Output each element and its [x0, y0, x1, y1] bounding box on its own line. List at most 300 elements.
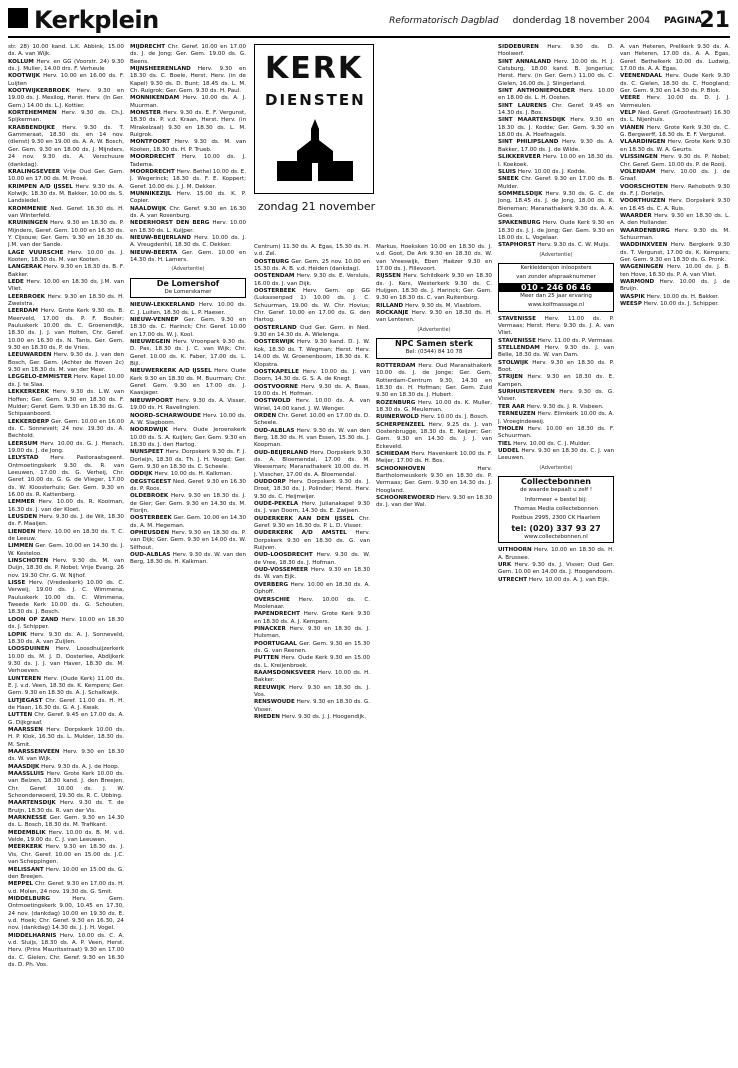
- place-name: MAASSLUIS: [8, 771, 45, 778]
- service-entry: LISSE Herv. (Vredeskerk) 10.00 ds. C. Verweij, 19.00 ds. J. C. Wimmena, Pauluskerk 10.00 ds. C. Wimmena, Tweede Kerk 10.00 ds. G. Schouten, 18.30 ds. J. Bosch.: [8, 580, 124, 616]
- place-name: LEUSDEN: [8, 514, 38, 520]
- place-name: STAVENISSE: [498, 315, 536, 322]
- place-name: MAASDIJK: [8, 763, 40, 770]
- service-entry: LOPIK Herv. 9.30 ds. A. J. Sonneveld, 18.30 ds. A. van Zuijlen.: [8, 631, 124, 645]
- service-entry: NOORDWIJK Herv. Oude Jeroenskerk 10.00 ds. S. A. Kuijlen; Ger. Gem. 9.30 en 18.30 ds. J. den Hartog.: [130, 427, 246, 448]
- place-name: LUNTEREN: [8, 675, 42, 682]
- service-entry: TIEL Herv. 10.00 ds. C. J. Mulder.: [498, 440, 591, 447]
- service-entry: MOORDRECHT Herv. Bethel 10.00 ds. E. J. Wegerinck; 18.30 ds. F. E. Koppert; Geref. 10.00 ds. J. J. M. Dekker.: [130, 168, 246, 190]
- issue-date: donderdag 18 november 2004: [512, 16, 651, 26]
- service-entry: LOOSDUINEN Herv. Loosdhuijzerkerk 10.00 ds. M. J. D. Oosterlee, Abdijkerk 9.30 ds. J. J. van Haver, 18.30 ds. M. Verhoeven.: [8, 646, 124, 675]
- service-entry: NAALDWIJK Chr. Geref. 9.30 en 16.30 ds. A. van Rosenburg.: [130, 205, 246, 219]
- service-entry: NIEUWEGEIN Herv. Vroonpark 9.30 ds. D. Pas, 18.30 ds. J. C. van Wijk; Chr. Geref. 10.00 ds. K. Faber, 17.00 ds. L. Bijl.: [130, 339, 246, 368]
- service-entry: WAARDENBURG Herv. 9.30 ds. M. Schuurman.: [620, 227, 730, 241]
- service-entry: SIDDEBUREN Herv. 9.30 ds. D. Hoolwerf.: [498, 44, 614, 58]
- service-entry: SCHOONHOVEN Herv. Bartholomeuskerk 9.30 en 18.30 ds. P. Vermaas; Ger. Gem. 9.30 en 14.30 ds. J. Hoogland.: [376, 465, 492, 494]
- service-entry: NUNSPEET Herv. Dorpskerk 9.30 ds. F. J. Dorleijn, 18.30 ds. Th. J. H. Voogd; Ger. Gem. 9.30 en 18.30 ds. C. Scheele.: [130, 449, 246, 470]
- place-name: MONNIKENDAM: [130, 95, 180, 102]
- service-entry: NIEUW-BEERTA Ger. Gem. 10.00 en 14.30 ds. H. Lamers.: [130, 249, 246, 263]
- ad-title: Collectebonnen: [520, 476, 591, 486]
- place-name: STELLENDAM: [498, 345, 540, 352]
- service-entry: MEPPEL Chr. Geref. 9.30 en 17.00 ds. H. v.d. Molen, 24 nov. 19.30 ds. G. Smit.: [8, 881, 124, 895]
- kerkdiensten-banner: [254, 44, 492, 240]
- place-name: MARKNESSE: [8, 815, 47, 822]
- service-date: zondag 21 november: [258, 200, 376, 213]
- service-entry: OPHEUSDEN Herv. 9.30 en 18.30 ds. P. van Dijk; Ger. Gem. 9.30 en 14.00 ds. W. Silfhout.: [130, 530, 246, 551]
- place-name: MIDDELHARNIS: [8, 932, 57, 939]
- ad-right: [498, 263, 614, 312]
- place-name: ODDIJK: [130, 471, 153, 478]
- service-entry: MIDDELHARNIS Herv. 10.00 ds. C. A. v.d. Sluijs, 18.30 ds. A. P. Veen, Herst. Herv. (Prins Mauritsstraat) 9.30 en 17.00 ds. C. Gielen, Chr. Geref. 9.30 en 16.30 ds. D. Ph. Vos.: [8, 932, 124, 968]
- service-entry: LUTTEN Chr. Geref. 9.45 en 17.00 ds. A. G. Dijkgraaf.: [8, 712, 124, 726]
- advertisement-label: (Advertentie): [539, 464, 573, 471]
- place-name: KRIMPEN A/D IJSSEL: [8, 183, 73, 190]
- logo-line-2: DIENSTEN: [265, 91, 366, 109]
- place-name: SCHOONHOVEN: [376, 465, 426, 472]
- service-entry: VLAARDINGEN Herv. Grote Kerk 9.30 en 18.30 ds. W. A. Geurts.: [620, 139, 730, 153]
- place-name: TIEL: [498, 440, 512, 447]
- place-name: STAPHORST: [498, 242, 536, 249]
- place-name: UTRECHT: [498, 576, 528, 583]
- service-entry: LEMMER Herv. 10.00 ds. R. Kooiman, 16.30 ds. J. van der Kloet.: [8, 499, 124, 513]
- service-entry: KOOTWIJKERBROEK Herv. 9.30 en 19.00 ds. J. Mesilog, Herst. Herv. (In Ger. Gem.) 14.00 ds. L.J. Kottier.: [8, 88, 124, 109]
- place-name: NEDERHORST DEN BERG: [130, 220, 210, 227]
- place-name: VOORSCHOTEN: [620, 183, 668, 190]
- place-name: PAPENDRECHT: [254, 611, 300, 618]
- service-entry: LEGGELO-EMMISTER Herv. Kapel 10.00 ds. J. te Slaa.: [8, 374, 124, 388]
- place-name: SINT MAARTENSDIJK: [498, 117, 566, 124]
- place-name: NIEUW-BEERTA: [130, 249, 178, 256]
- service-entry: OOSTENDAM Herv. 9.30 ds. E. Versluis, 16.00 ds. J. van Dijk.: [254, 273, 370, 287]
- service-entry: URK Herv. 9.30 ds. J. Visser; Oud Ger. Gem. 10.00 en 14.00 ds. J. Hoogendoorn.: [498, 562, 614, 576]
- service-entry: WAARDER Herv. 9.30 en 18.30 ds. L. A. den Hollander.: [620, 212, 730, 227]
- service-entry: THOLEN Herv. 10.00 en 18.30 ds. F. Schuurman.: [498, 425, 614, 440]
- column-2: [130, 44, 246, 1064]
- place-name: NOORDWIJK: [130, 427, 168, 434]
- service-entry: VOORSCHOTEN Herv. Rehoboth 9.30 ds. F. J. Dorleijn.: [620, 183, 730, 197]
- service-entry: str. 28) 10.00 kand. L.K. Abbink, 15.00 ds. A. van Wijk.: [8, 44, 124, 58]
- service-entry: OUD-LOOSDRECHT Herv. 9.30 ds. W. de Vree, 18.30 ds. J. Hofman.: [254, 552, 370, 566]
- place-name: RILLAND: [376, 302, 404, 309]
- place-name: OOSTKAPELLE: [254, 368, 299, 375]
- kerkdiensten-logo: [254, 44, 374, 194]
- service-entry: KRABBENDIJKE Herv. 9.30 ds. T. Gammeraat, 18.30 ds. en 14 nov. (dienst) 9.30 en 19.00 ds. A. A. W. Bosch, Ger. Gem. 9.30 en 18.00 ds. J. Mijnders, 24 nov. 9.30 ds. A. Verschuure (dankdag).: [8, 124, 124, 168]
- service-entry: WARMOND Herv. 10.00 ds. J. de Bruijn.: [620, 279, 730, 293]
- service-entry: OUDERKERK A/D AMSTEL Herv. Dorpskerk 9.30 en 18.30 ds. G. van Ruijven.: [254, 530, 370, 552]
- service-entry: LELYSTAD Herv. Pastoraatsgeent. Ontmoetingskerk 9.30 ds. R. van Leeuwen, 17.00 ds. G. Verheij, Chr. Geref. 10.00 ds. G. G. de Vlieger, 17.00 ds. W. Kloosterhuis; Ger. Gem. 9.30 en 16.00 ds. R. Kattenberg.: [8, 455, 124, 498]
- section-logo-icon: [8, 8, 28, 28]
- service-entry: MARKNESSE Ger. Gem. 9.30 en 14.30 ds. L. Bosch, 18.30 ds. M. Trafikant.: [8, 815, 124, 829]
- service-entry: MAARSSEN Herv. Dorpskerk 10.00 ds. H. P. Klok, 16.30 ds. L. Mulder, 18.30 ds. M. Smit.: [8, 726, 124, 748]
- place-name: SOMMELSDIJK: [498, 190, 543, 197]
- place-name: OOSTBURG: [254, 258, 290, 265]
- place-name: MEPPEL: [8, 881, 33, 888]
- place-name: WAARDER: [620, 212, 652, 219]
- place-name: KORTEHEMMEN: [8, 110, 57, 117]
- place-name: MONTFOORT: [130, 139, 171, 146]
- place-name: WEESP: [620, 301, 642, 308]
- service-entry: LEERSUM Herv. 10.00 ds. G. J. Hensch, 19.00 ds. J. de Jong.: [8, 440, 124, 454]
- service-entry: MIJNSHEERENLAND Herv. 9.30 en 18.30 ds. C. Boele, Herst. Herv. (in de Kapel) 9.30 ds. D. Bunt; 18.45 ds. L. M. Ch. Ruigrok; Ger. Gem. 9.30 ds. H. Paul.: [130, 66, 246, 95]
- place-name: NIEUW-VENNEP: [130, 317, 179, 324]
- service-entry: VLISSINGEN Herv. 9.30 ds. P. Nobel; Chr. Geref. Gem. 10.00 ds. P. de Rooij.: [620, 154, 730, 168]
- place-name: RAAMSDONKSVEER: [254, 669, 316, 676]
- place-name: MAARSSENVEEN: [8, 749, 60, 755]
- service-entry: NIEUWPOORT Herv. 9.30 ds. A. Visser, 19.00 ds. H. Ravelingien.: [130, 397, 246, 412]
- service-entry: SURHUISTERVEEN Herv. 9.30 ds. G. Visser.: [498, 389, 614, 403]
- place-name: NIEUW-BEIJERLAND: [130, 234, 191, 241]
- service-entry: LEERBROEK Herv. 9.30 en 18.30 ds. H. Zweistra.: [8, 293, 124, 308]
- advertisement-label: (Advertentie): [539, 251, 573, 258]
- service-entry: SINT PHILIPSLAND Herv. 9.30 ds. A. Bakker, 17.00 ds. J. de Wilde.: [498, 139, 614, 153]
- service-entry: STRIJEN Herv. 9.30 en 18.30 ds. E. Kampen.: [498, 374, 614, 388]
- place-name: KOLLUM: [8, 58, 34, 65]
- service-entry: LOON OP ZAND Herv. 10.00 en 18.30 ds. J. Schipper.: [8, 616, 124, 631]
- service-entry: POORTUGAAL Ger. Gem. 9.30 en 15.30 ds. G. van Reenen.: [254, 640, 370, 654]
- service-entry: VIANEN Herv. Grote Kerk 9.30 ds. C. G. Bergwerff, 18.30 ds. E. F. Vergunst.: [620, 124, 730, 139]
- header-meta: [389, 16, 702, 26]
- place-name: VOORTHUIZEN: [620, 198, 666, 205]
- service-entry: SINT ANNALAND Herv. 10.00 ds. H. J. Catsburg, 18.00 kand. B. Jongerius; Herst. Herv. (in Ger. Gem.) 11.00 ds. C. Gielen, 16.00 ds. J. Slingerland.: [498, 58, 614, 87]
- place-name: KROMMENIE: [8, 205, 47, 212]
- service-entry: OOSTERBEEK Ger. Gem. 10.00 en 14.30 ds. A. M. Hegeman.: [130, 515, 246, 529]
- place-name: OUDE-PEKELA: [254, 501, 299, 508]
- service-entry: OOSTBURG Ger. Gem. 25 nov. 10.00 en 15.30 ds. A. B. v.d. Heiden (dankdag).: [254, 258, 370, 273]
- place-name: OVERSCHIE: [254, 596, 290, 603]
- place-name: PUTTEN: [254, 655, 279, 662]
- service-entry: OUD-ALBLAS Herv. 9.30 ds. W. van den Berg, 18.30 ds. H. Kalkman.: [130, 552, 246, 566]
- service-entry: A. van Heteren, Prelikerk 9.30 ds. A. van Heteren, 17.00 ds. A. A. Egas, Geref. Bethelkerk 10.00 ds. Ludwig, 17.00 ds. A. A. Egas.: [620, 44, 730, 73]
- place-name: PINACKER: [254, 625, 286, 632]
- service-entry: Centrum) 11.30 ds. A. Egas, 15.30 ds. H. v.d. Zel.: [254, 244, 370, 258]
- place-name: UITHOORN: [498, 547, 532, 554]
- service-entry: SCHOONREWOERD Herv. 9.30 en 18.30 ds. J. van der Wal.: [376, 495, 492, 509]
- ad-tel: Bel: (0344) 84 10 78: [405, 349, 463, 356]
- place-name: TER AAR: [498, 403, 525, 410]
- ad-line2: van zonder afspraaknummer: [516, 274, 596, 281]
- service-entry: OVERSCHIE Herv. 10.00 ds. C. Moolenaar.: [254, 596, 370, 610]
- service-entry: ROTTERDAM Herv. Oud Maranathakerk 10.00 ds. J. de Jonge; Ger. Gem. Rotterdam-Centrum 9.30, 14.30 en 18.30 ds. H. Hofman; Ger. Gem. Zuid 9.30 en 18.30 ds. J. Hubert.: [376, 362, 492, 399]
- place-name: SINT PHILIPSLAND: [498, 139, 559, 146]
- place-name: NIEUWPOORT: [130, 397, 173, 404]
- service-entry: OOSTERBEEK Herv. Gem. op GG (Lukassenpad 1) 10.00 ds. J. C. Schuurman, 19.00 ds. W. Chr. Hovius; Chr. Geref. 10.00 en 17.00 ds. G. den Hartog.: [254, 288, 370, 324]
- place-name: SCHERPENZEEL: [376, 421, 425, 428]
- place-name: LAGE VUURSCHE: [8, 249, 64, 256]
- place-name: LEEUWARDEN: [8, 352, 52, 359]
- place-name: VIANEN: [620, 124, 644, 131]
- service-entry: ORDEN Chr. Geref. 10.00 en 17.00 ds. D. Scheele.: [254, 412, 370, 427]
- place-name: MIDDELBURG: [8, 895, 51, 902]
- service-entry: SINT LAURENS Chr. Geref. 9.45 en 14.30 ds. J. Bos.: [498, 102, 614, 117]
- paper-name: Reformatorisch Dagblad: [389, 16, 499, 26]
- place-name: RHEDEN: [254, 714, 280, 720]
- place-name: OUDERKERK AAN DEN IJSSEL: [254, 515, 355, 522]
- place-name: NIEUWEGEIN: [130, 339, 171, 346]
- service-entry: LANGERAK Herv. 9.30 en 18.30 ds. B. F. Bakker.: [8, 264, 124, 278]
- place-name: KOOTWIJKERBROEK: [8, 88, 70, 95]
- ad-collectebonnen: [498, 476, 614, 543]
- service-entry: LEUSDEN Herv. 9.30 ds. J. de Wit, 18.30 ds. F. Maaijen.: [8, 514, 124, 528]
- place-name: SCHIEDAM: [376, 450, 410, 457]
- ad-url: www.kolfmassage.nl: [527, 302, 585, 309]
- place-name: OOSTERLAND: [254, 324, 297, 331]
- service-entry: KOOTWIJK Herv. 10.00 en 16.00 ds. F. Luijten: [8, 73, 124, 87]
- place-name: VLISSINGEN: [620, 154, 658, 161]
- place-name: MEDEMBLIK: [8, 829, 46, 836]
- place-name: STRIJEN: [498, 374, 523, 381]
- service-entry: VOORTHUIZEN Herv. Dorpskerk 9.30 en 18.45 ds. C. A. Ruis.: [620, 198, 730, 212]
- place-name: ROTTERDAM: [376, 362, 416, 369]
- ad-subtitle: De Lomerskamer: [164, 289, 212, 295]
- place-name: SPAKENBURG: [498, 220, 541, 227]
- place-name: LANGERAK: [8, 264, 42, 271]
- place-name: RUINERWOLD: [376, 414, 419, 421]
- place-name: WAARDENBURG: [620, 227, 670, 234]
- ad-line1: de waarde bepaalt u zelf !: [519, 487, 593, 494]
- place-name: WADDINXVEEN: [620, 242, 668, 249]
- place-name: STAVENISSE: [498, 337, 536, 344]
- place-name: OUD-VOSSEMEER: [254, 567, 309, 574]
- service-entry: SPAKENBURG Herv. Oude Kerk 9.30 en 18.30 ds. J. J. de Jong; Ger. Gem. 9.30 en 18.00 ds. L. Vogelaar.: [498, 220, 614, 241]
- service-entry: MAARTENSDIJK Herv. 9.30 ds. T. de Bruijn, 18.30 ds. R. van der Vis.: [8, 800, 124, 814]
- service-entry: OOSTERWIJK Herv. 9.30 kand. D. J. W. Kok, 18.30 ds. T. Wegman; Herst. Herv. 14.00 ds. W. Groenenboom, 18.30 ds. K. Klopstra.: [254, 339, 370, 368]
- service-entry: LEDE Herv. 10.00 en 18.30 ds. J.M. van Vliet.: [8, 279, 124, 293]
- place-name: KRABBENDIJKE: [8, 124, 55, 131]
- place-name: VLAARDINGEN: [620, 139, 666, 146]
- service-entry: STAVENISSE Herv. 11.00 ds. P. Vermaas; Herst. Herv. 9.30 ds. J. A. van Vliet.: [498, 315, 614, 337]
- place-name: ORDEN: [254, 412, 277, 419]
- place-name: OOSTERWIJK: [254, 339, 295, 346]
- service-entry: VEERE Herv. 10.00 ds. D. J. J. Vermeulen.: [620, 95, 730, 109]
- place-name: WASPIK: [620, 293, 645, 300]
- service-entry: RHEDEN Herv. 9.30 ds. J. J. Hoogendijk.: [254, 714, 367, 720]
- service-entry: KOLLUM Herv. en GG (Voorstr. 24) 9.30 ds. J. Muller, 14.00 drs. F. Verheule: [8, 58, 124, 73]
- place-name: OUD-BEIJERLAND: [254, 449, 308, 456]
- service-entry: SCHIEDAM Herv. Havenkerk 10.00 ds. F. Meijer, 17.00 ds. H. Bos.: [376, 450, 492, 465]
- service-entry: MAARSSENVEEN Herv. 9.30 en 18.30 ds. W. van Wijk.: [8, 749, 124, 763]
- service-entry: PAPENDRECHT Herv. Grote Kerk 9.30 en 18.30 ds. A. J. Kempers.: [254, 611, 370, 625]
- ad-line4: Postbus 2995, 2300 CK Haarlem: [511, 515, 601, 522]
- service-entry: RUINERWOLD Herv. 10.00 ds. J. Bosch.: [376, 414, 489, 421]
- service-entry: OUDERKERK AAN DEN IJSSEL Chr. Geref. 9.30 en 16.30 ds. P. L. D. Visser.: [254, 515, 370, 530]
- place-name: UDDEL: [498, 447, 520, 454]
- service-entry: PUTTEN Herv. Oude Kerk 9.30 en 15.00 ds. L. Kreijenbroek.: [254, 655, 370, 669]
- service-entry: PINACKER Herv. 9.30 en 18.30 ds. J. Hulsman.: [254, 625, 370, 640]
- place-name: WAGENINGEN: [620, 264, 664, 271]
- place-name: SLUIS: [498, 168, 517, 175]
- place-name: LEKKERKERK: [8, 389, 49, 396]
- ad-line3: Meer dan 25 jaar ervaring: [520, 293, 592, 299]
- service-entry: WASPIK Herv. 10.00 ds. H. Bakker.: [620, 293, 719, 300]
- place-name: NIEUW-LEKKERLAND: [130, 302, 195, 309]
- place-name: LOON OP ZAND: [8, 616, 59, 623]
- service-entry: LEKKERKERK Herv. 9.30 ds. L.W. van Hoffen; Ger. Gem. 9.30 en 18.30 ds. F. Mulder; Geref. Gem. 9.30 en 18.30 ds. G. Schipaanboord.: [8, 389, 124, 418]
- place-name: LINSCHOTEN: [8, 558, 49, 565]
- service-entry: REEUWIJK Herv. 9.30 en 18.30 ds. J. Vos.: [254, 684, 370, 698]
- place-name: OEGSTGEEST: [130, 478, 172, 485]
- place-name: ROZENBURG: [376, 399, 416, 406]
- place-name: SINT ANNALAND: [498, 58, 551, 65]
- service-entry: MEERKERK Herv. 9.30 en 18.30 ds. J. Vis, Chr. Geref. 10.00 en 15.00 ds. J.C. van Scheppingen.: [8, 844, 124, 866]
- service-entry: ROCKANJE Herv. 9.30 en 18.30 ds. H. van Lenteren.: [376, 310, 492, 324]
- place-name: SINT ANTHONIEPOLDER: [498, 88, 576, 95]
- place-name: SIDDEBUREN: [498, 44, 539, 50]
- place-name: LEERDAM: [8, 308, 39, 315]
- place-name: POORTUGAAL: [254, 640, 297, 647]
- service-entry: KORTEHEMMEN Herv. 9.30 ds. Ch.J. Spijkerman.: [8, 110, 124, 124]
- service-entry: NEDERHORST DEN BERG Herv. 10.00 en 18.30 ds. L. Kuijper.: [130, 220, 246, 234]
- column-4: [376, 244, 492, 1064]
- column-3: [254, 244, 370, 1064]
- ad-url: www.collectebonnen.nl: [524, 533, 588, 540]
- place-name: LOOSDUINEN: [8, 646, 50, 653]
- page-header: [8, 8, 730, 38]
- place-name: NIEUWERKERK A/D IJSSEL: [130, 368, 212, 375]
- service-entry: UTRECHT Herv. 10.00 ds. A. J. van Eijk.: [498, 576, 610, 583]
- service-entry: TERNEUZEN Herv. Elimkerk 10.00 ds. A. J. Vroegindeweij.: [498, 411, 614, 425]
- service-entry: LEEUWARDEN Herv. 9.30 ds. J. van den Bosch, Ger. Gem. (Achter de Hoven 2c) 9.30 en 18.30 ds. M. van der Meer.: [8, 352, 124, 374]
- service-entry: ODDIJK Herv. 10.00 ds. H. Kalkman.: [130, 471, 233, 478]
- place-name: MAARTENSDIJK: [8, 800, 56, 807]
- service-entry: LIMMEN Ger. Gem. 10.00 en 14.30 ds. J. W. Kesteloo.: [8, 543, 124, 557]
- service-entry: WEESP Herv. 10.00 ds. J. Schipper.: [620, 301, 719, 308]
- advertisement-label: (Advertentie): [417, 326, 451, 333]
- place-name: OVERBERG: [254, 581, 289, 588]
- ad-title: NPC Samen sterk: [395, 339, 473, 349]
- ad-line1: Kerkleidersjon inloopsters: [520, 264, 592, 271]
- service-entry: MONTFOORT Herv. 9.30 ds. M. van Kooten, 18.30 ds. H. P. Trueb.: [130, 139, 246, 153]
- place-name: SNEEK: [498, 176, 519, 183]
- service-entry: MONNIKENDAM Herv. 10.00 ds. A. J. Muurman.: [130, 95, 246, 109]
- place-name: OOSTERBEEK: [254, 288, 296, 295]
- service-entry: VOLENDAM Herv. 10.00 ds. J. de Graaf.: [620, 168, 730, 183]
- service-entry: SINT ANTHONIEPOLDER Herv. 10.00 en 18.00 ds. L. H. Oosten.: [498, 88, 614, 102]
- place-name: MEERKERK: [8, 844, 43, 851]
- page-label: PAGINA: [664, 16, 702, 26]
- service-entry: STAPHORST Herv. 9.30 ds. C. W. Muijs.: [498, 242, 610, 249]
- place-name: LEMMER: [8, 499, 35, 506]
- place-name: NOORD-SCHARWOUDE: [130, 412, 201, 419]
- service-entry: OVERBERG Herv. 10.00 en 18.30 ds. A. Ophoff.: [254, 581, 370, 596]
- service-entry: RAAMSDONKSVEER Herv. 10.00 ds. H. Bakker.: [254, 669, 370, 684]
- ad-middle: [376, 338, 492, 359]
- place-name: SCHOONREWOERD: [376, 495, 435, 501]
- column-6: [620, 44, 730, 1064]
- place-name: SINT LAURENS: [498, 102, 547, 109]
- service-entry: KRALINGSEVEER Vrije Oud Ger. Gem. 10.00 en 17.00 ds. M. Prosé.: [8, 168, 124, 183]
- place-name: MELISSANT: [8, 866, 44, 873]
- place-name: URK: [498, 562, 512, 568]
- service-entry: LIENDEN Herv. 10.00 en 18.30 ds. T. C. de Leeuw.: [8, 528, 124, 543]
- service-entry: LEKKERDERP Ger. Gem. 10.00 en 16.00 ds. C. Sonnevelt; 24 nov. 19.30 ds. A. Bechtold.: [8, 418, 124, 440]
- service-entry: MIJDRECHT Chr. Geref. 10.00 en 17.00 ds. J. de Jong; Ger. Gem. 19.00 ds. G. Beens.: [130, 44, 246, 65]
- place-name: LEERBROEK: [8, 293, 45, 300]
- service-entry: VELP Ned. Geref. (Grootestraat) 16.30 ds. L. Nijenhuis.: [620, 110, 730, 124]
- service-entry: SCHERPENZEEL Herv. 9.25 ds. J. van Oostenbrugge, 18.30 ds. E. Keijzer; Ger. Gem. 9.30 en 14.30 ds. J. J. van Eckeveld.: [376, 421, 492, 450]
- place-name: MOORDRECHT: [130, 154, 175, 161]
- service-entry: SNEEK Chr. Geref. 9.30 en 17.00 ds. B. Mulder.: [498, 176, 614, 190]
- place-name: KRALINGSEVEER: [8, 168, 61, 175]
- ad-title: De Lomershof: [156, 278, 220, 288]
- place-name: OOSTERBEEK: [130, 515, 172, 522]
- service-entry: NIEUW-BEIJERLAND Herv. 10.00 ds. J. A. Vreugdenhil, 18.30 ds. C. Dekker.: [130, 234, 246, 249]
- service-entry: WAGENINGEN Herv. 10.00 ds. J. B. ten Hove, 18.30 ds. P. A. van Vliet.: [620, 264, 730, 278]
- place-name: RIJSSEN: [376, 273, 401, 280]
- service-entry: MAASDIJK Herv. 9.30 ds. A. J. de Hoop.: [8, 763, 120, 770]
- place-name: OUDERKERK A/D AMSTEL: [254, 530, 347, 537]
- place-name: MUNNIKEZIJL: [130, 190, 172, 197]
- service-entry: STELLENDAM Herv. 9.30 ds. J. van Belle, 18.30 ds. W. van Dam.: [498, 345, 614, 359]
- service-entry: LEERDAM Herv. Grote Kerk 9.30 ds. B. Meerveld, 17.00 ds. P. F. Bouter; Pauluskerk 10.00 ds. C. Groenendijk, 18.30 ds. J. J. van Holten, Chr. Geref. 10.00 en 16.30 ds. N. Tanis, Ger. Gem. 9.30 en 18.30 ds. P. de Vries.: [8, 308, 124, 352]
- service-entry: KRUININGEN Herv. 9.30 en 18.30 ds. P. Mijnders, Geref. Gem. 10.00 en 16.30 ds. Y. Cijsouw; Ger. Gem. 9.30 en 18.30 ds. J.M. van der Sande.: [8, 220, 124, 249]
- place-name: LISSE: [8, 580, 26, 587]
- service-entry: OOSTVOORNE Herv. 9.30 ds. A. Baas, 19.00 ds. H. Hofman.: [254, 383, 370, 397]
- place-name: VEENENDAAL: [620, 73, 663, 80]
- place-name: LIMMEN: [8, 543, 34, 550]
- place-name: VEERE: [620, 95, 641, 102]
- place-name: KOOTWIJK: [8, 73, 41, 80]
- church-icon: [267, 117, 363, 185]
- service-entry: NIEUW-VENNEP Ger. Gem. 9.30 en 18.30 ds. C. Harinck; Chr. Geref. 10.00 en 17.00 ds. W. J. Kool.: [130, 317, 246, 338]
- service-entry: RENSWOUDE Herv. 9.30 en 18.30 ds. G. Visser.: [254, 699, 370, 713]
- service-entry: OUDE-PEKELA Herv. Julianakapel 9.30 ds. J. van Doorn, 14.30 ds. E. Zwijsen.: [254, 501, 370, 515]
- service-entry: STOLWIJK Herv. 9.30 en 18.30 ds. P. Boot.: [498, 359, 614, 374]
- place-name: SLIKKERVEER: [498, 154, 541, 161]
- place-name: OUD-ALBLAS: [130, 552, 171, 559]
- ad-line3: Thomas Media collectebonnen: [514, 505, 598, 512]
- place-name: STOLWIJK: [498, 359, 529, 366]
- service-entry: OUD-BEIJERLAND Herv. Dorpskerk 9.30 ds. A. Bloemendal, 17.00 ds. M. Weeseman; Maranathakerk 10.00 ds. H. J. Visscher, 17.00 ds. A. Bloemendal.: [254, 449, 370, 478]
- service-entry: OUD-VOSSEMEER Herv. 9.30 en 18.30 ds. W. van Eijk.: [254, 567, 370, 581]
- service-entry: SLUIS Herv. 10.00 ds. J. Kodde.: [498, 168, 587, 175]
- place-name: ROCKANJE: [376, 310, 409, 317]
- place-name: LIENDEN: [8, 528, 36, 535]
- service-entry: LUNTEREN Herv. (Oude Kerk) 11.00 ds. E. J. v.d. Veen, 18.30 ds. K. Kempers; Ger. Gem. 9.30 en 18.30 ds. A. J. Schalkwijk.: [8, 675, 124, 697]
- service-entry: MOORDRECHT Herv. 10.00 ds. J. Tadema.: [130, 154, 246, 168]
- columns: [8, 44, 730, 1064]
- place-name: OLDEBROEK: [130, 493, 169, 500]
- place-name: MIJDRECHT: [130, 44, 166, 50]
- place-name: VELP: [620, 110, 636, 117]
- place-name: OOSTENDAM: [254, 273, 295, 280]
- place-name: LEKKERDERP: [8, 418, 50, 425]
- service-entry: WADDINXVEEN Herv. Bergkerk 9.30 ds. T. Vergunst, 17.00 ds. K. Kempers; Ger. Gem. 9.30 en 18.30 ds. G. Pronk.: [620, 242, 730, 263]
- service-entry: SINT MAARTENSDIJK Herv. 9.30 en 18.30 ds. J. Kodde; Ger. Gem. 9.30 en 18.00 ds. A. Hoefnagels.: [498, 117, 614, 139]
- service-entry: NOORD-SCHARWOUDE Herv. 10.00 ds. A. W. Slagboom.: [130, 412, 246, 426]
- ad-phone: tel: (020) 337 93 27: [511, 523, 601, 533]
- service-entry: TER AAR Herv. 9.30 ds. J. R. Visbeen.: [498, 403, 604, 410]
- service-entry: UDDEL Herv. 9.30 en 18.30 ds. C. J. van Leeuwen.: [498, 447, 614, 462]
- service-entry: LAGE VUURSCHE Herv. 10.00 ds. J. Kooten, 18.30 ds. M. van Kooten.: [8, 249, 124, 263]
- place-name: THOLEN: [498, 425, 524, 432]
- place-name: OUD-LOOSDRECHT: [254, 552, 313, 559]
- place-name: NUNSPEET: [130, 449, 164, 456]
- service-entry: MEDEMBLIK Herv. 10.00 ds. B. M. v.d. Velde, 19.00 ds. C. J. van Leeuwen.: [8, 829, 124, 844]
- service-entry: KROMMENIE Ned. Geref. 16.30 ds. H. van Winterfeld.: [8, 205, 124, 219]
- service-entry: UITHOORN Herv. 10.00 en 18.30 ds. H. A. Brussee.: [498, 547, 614, 561]
- service-entry: STAVENISSE Herv. 11.00 ds. P. Vermaas.: [498, 337, 614, 344]
- service-entry: OLDEBROEK Herv. 9.30 en 18.30 ds. J. de Gier; Ger. Gem. 9.30 en 14.30 ds. M. Florijn.: [130, 493, 246, 514]
- place-name: MONSTER: [130, 110, 161, 117]
- place-name: LUTTEN: [8, 712, 33, 719]
- service-entry: LINSCHOTEN Herv. 9.30 ds. M. van Duijn, 18.30 ds. P. Nobel; Vrije Evang. 26 nov. 19.30 Chr. G. W. Nijhof.: [8, 558, 124, 579]
- place-name: VOLENDAM: [620, 168, 656, 175]
- service-entry: OUDDORP Herv. Dorpskerk 9.30 ds. J. Drost, 18.30 ds. J. Polinder; Herst. Herv. 9.30 ds. C. Heijmeijer.: [254, 479, 370, 500]
- service-entry: SLIKKERVEER Herv. 10.00 en 18.30 ds. I. Koekoek.: [498, 154, 614, 168]
- service-entry: RILLAND Herv. 9.30 ds. M. Vlasblom.: [376, 302, 482, 309]
- place-name: NAALDWIJK: [130, 205, 167, 212]
- place-name: LEDE: [8, 279, 24, 285]
